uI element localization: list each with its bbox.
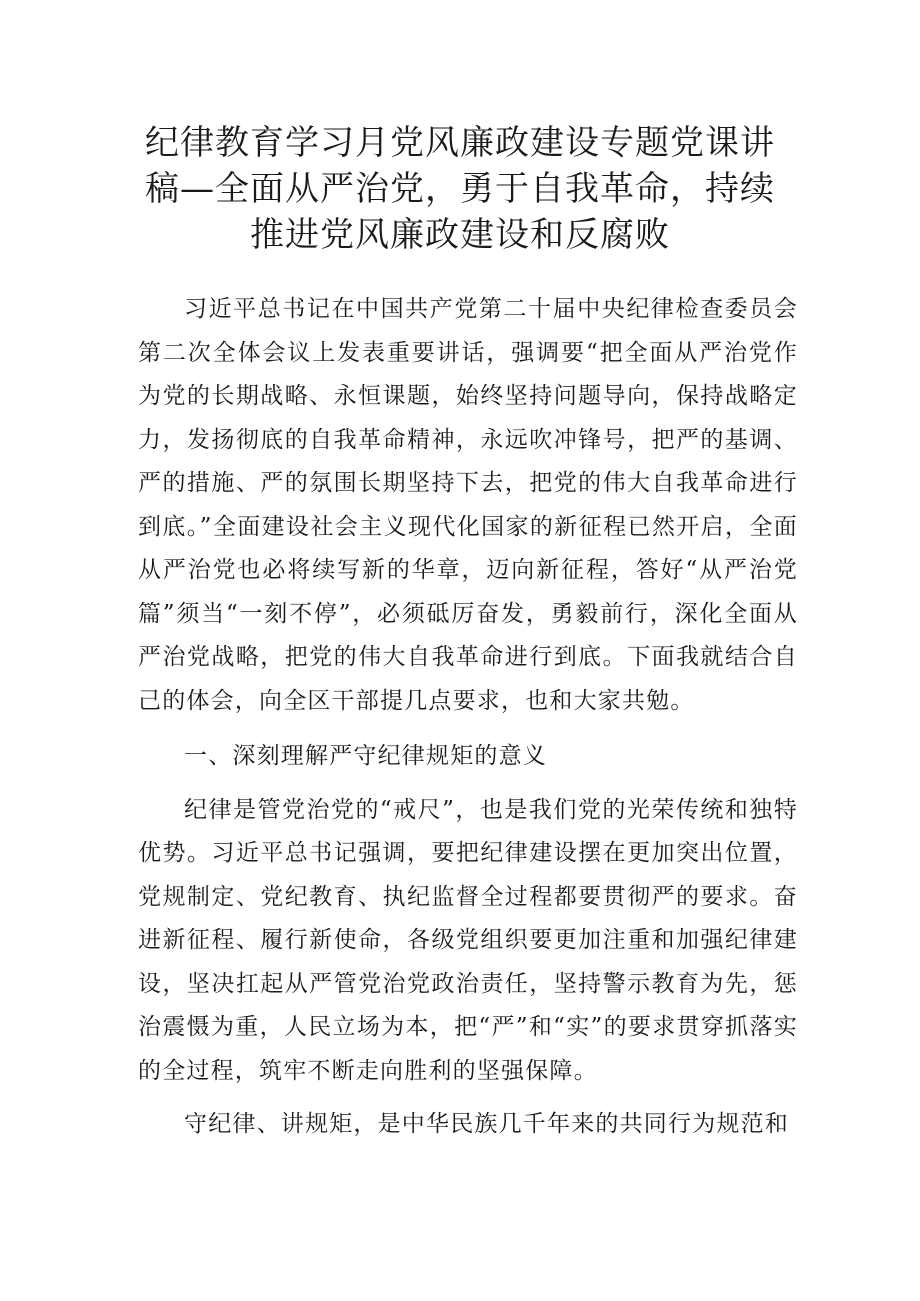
title-line-2: 稿—全面从严治党，勇于自我革命，持续 (145, 169, 775, 209)
document-title (120, 120, 800, 258)
section-heading-1: 一、深刻理解严守纪律规矩的意义 (184, 743, 547, 769)
title-line-3: 推进党风廉政建设和反腐败 (250, 215, 670, 255)
paragraph-intro: 习近平总书记在中国共产党第二十届中央纪律检查委员会第二次全体会议上发表重要讲话，强调要“把全面从严治党作为党的长期战略、永恒课题，始终坚持问题导向，保持战略定力，发扬彻底的自我革命精神，永远吹冲锋号，把严的基调、严的措施、严的氛围长期坚持下去，把党的伟大自我革命进行到底。”全面建设社会主义现代化国家的新征程已然开启，全面从严治党也必将续写新的华章，迈向新征程，答好“从严治党篇”须当“一刻不停”，必须砥厉奋发，勇毅前行，深化全面从严治党战略，把党的伟大自我革命进行到底。下面我就结合自己的体会，向全区干部提几点要求，也和大家共勉。 (138, 296, 798, 714)
paragraph-rules: 守纪律、讲规矩，是中华民族几千年来的共同行为规范和 (184, 1111, 789, 1137)
title-line-1: 纪律教育学习月党风廉政建设专题党课讲 (145, 123, 775, 163)
document-body (138, 288, 798, 1147)
paragraph-discipline: 纪律是管党治党的“戒尺”，也是我们党的光荣传统和独特优势。习近平总书记强调，要把纪律建设摆在更加突出位置，党规制定、党纪教育、执纪监督全过程都要贯彻严的要求。奋进新征程、履行新使命，各级党组织要更加注重和加强纪律建设，坚决扛起从严管党治党政治责任，坚持警示教育为先，惩治震慑为重，人民立场为本，把“严”和“实”的要求贯穿抓落实的全过程，筑牢不断走向胜利的坚强保障。 (138, 796, 798, 1084)
